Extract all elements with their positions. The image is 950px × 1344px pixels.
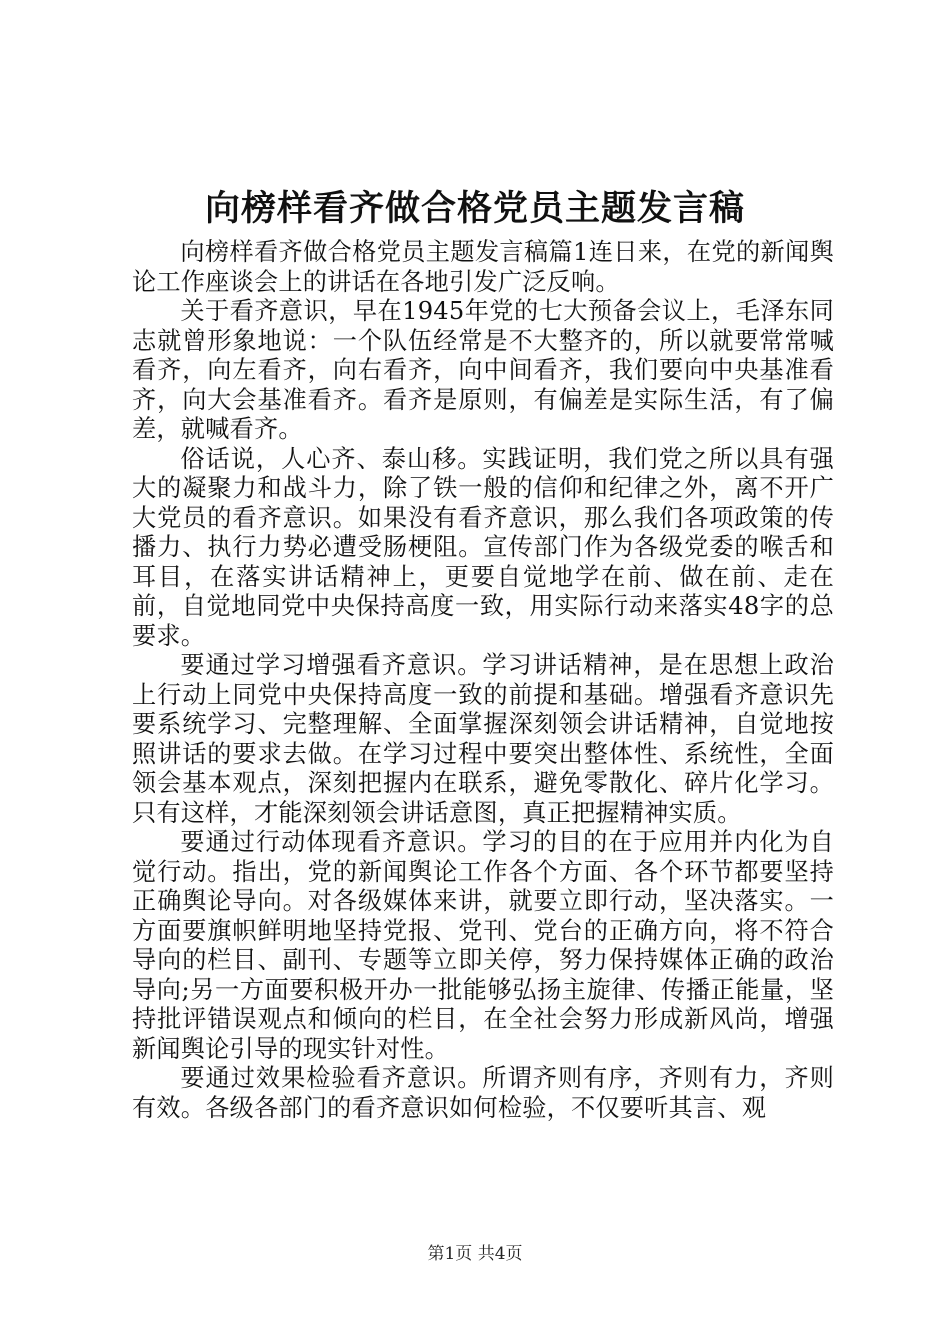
paragraph: 向榜样看齐做合格党员主题发言稿篇1连日来，在党的新闻舆论工作座谈会上的讲话在各地引发广泛反响。 [132,238,834,296]
paragraph: 要通过学习增强看齐意识。学习讲话精神，是在思想上政治上行动上同党中央保持高度一致的前提和基础。增强看齐意识先要系统学习、完整理解、全面掌握深刻领会讲话精神，自觉地按照讲话的要求去做。在学习过程中要突出整体性、系统性，全面领会基本观点，深刻把握内在联系，避免零散化、碎片化学习。只有这样，才能深刻领会讲话意图，真正把握精神实质。 [132,651,834,827]
paragraph: 要通过行动体现看齐意识。学习的目的在于应用并内化为自觉行动。指出，党的新闻舆论工作各个方面、各个环节都要坚持正确舆论导向。对各级媒体来讲，就要立即行动，坚决落实。一方面要旗帜鲜明地坚持党报、党刊、党台的正确方向，将不符合导向的栏目、副刊、专题等立即关停，努力保持媒体正确的政治导向;另一方面要积极开办一批能够弘扬主旋律、传播正能量，坚持批评错误观点和倾向的栏目，在全社会努力形成新风尚，增强新闻舆论引导的现实针对性。 [132,828,834,1063]
document-body [132,238,834,1123]
paragraph: 要通过效果检验看齐意识。所谓齐则有序，齐则有力，齐则有效。各级各部门的看齐意识如何检验，不仅要听其言、观 [132,1064,834,1122]
document-title: 向榜样看齐做合格党员主题发言稿 [204,188,745,229]
paragraph: 俗话说，人心齐、泰山移。实践证明，我们党之所以具有强大的凝聚力和战斗力，除了铁一般的信仰和纪律之外，离不开广大党员的看齐意识。如果没有看齐意识，那么我们各项政策的传播力、执行力势必遭受肠梗阻。宣传部门作为各级党委的喉舌和耳目，在落实讲话精神上，更要自觉地学在前、做在前、走在前，自觉地同党中央保持高度一致，用实际行动来落实48字的总要求。 [132,444,834,650]
paragraph: 关于看齐意识，早在1945年党的七大预备会议上，毛泽东同志就曾形象地说：一个队伍经常是不大整齐的，所以就要常常喊看齐，向左看齐，向右看齐，向中间看齐，我们要向中央基准看齐，向大会基准看齐。看齐是原则，有偏差是实际生活，有了偏差，就喊看齐。 [132,297,834,443]
page-footer: 第1页 共4页 [427,1244,523,1264]
